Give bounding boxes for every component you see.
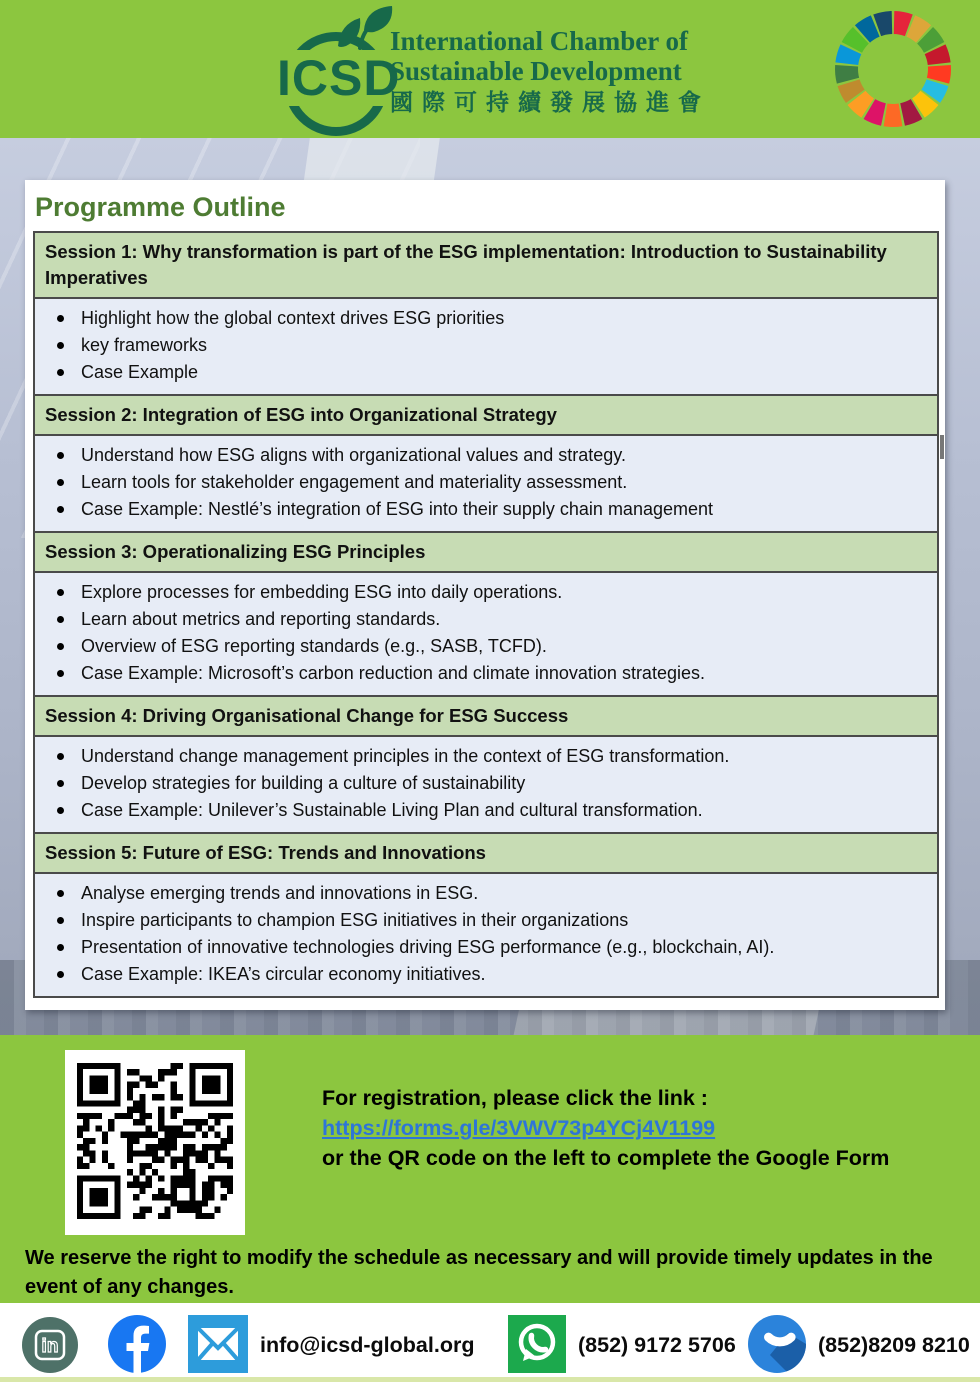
icsd-acronym: ICSD (274, 50, 403, 106)
registration-line2: or the QR code on the left to complete the Google Form (322, 1146, 890, 1170)
session-4-header: Session 4: Driving Organisational Change for ESG Success (35, 695, 937, 735)
bullet-item: Case Example: IKEA’s circular economy initiatives. (45, 961, 923, 988)
bullet-item: Learn tools for stakeholder engagement and materiality assessment. (45, 469, 923, 496)
footer-accent-strip (0, 1377, 980, 1382)
icsd-logo (278, 8, 748, 134)
bullet-item: Case Example: Nestlé’s integration of ESG into their supply chain management (45, 496, 923, 523)
bullet-item: Develop strategies for building a culture of sustainability (45, 770, 923, 797)
bullet-item: Inspire participants to champion ESG initiatives in their organizations (45, 907, 923, 934)
session-3-bullets (35, 571, 937, 695)
bullet-item: key frameworks (45, 332, 923, 359)
linkedin-icon[interactable] (22, 1317, 78, 1373)
registration-line1: For registration, please click the link : (322, 1086, 708, 1110)
session-2-header: Session 2: Integration of ESG into Organizational Strategy (35, 394, 937, 434)
session-3-header: Session 3: Operationalizing ESG Principles (35, 531, 937, 571)
bullet-item: Case Example (45, 359, 923, 386)
whatsapp-number[interactable]: (852) 9172 5706 (578, 1332, 736, 1357)
programme-table (33, 231, 939, 998)
qr-code (65, 1050, 245, 1235)
email-address[interactable]: info@icsd-global.org (260, 1332, 475, 1357)
org-name-line2: Sustainable Development (390, 56, 682, 86)
programme-card (25, 180, 945, 1010)
header-band (0, 0, 980, 138)
bullet-item: Highlight how the global context drives ESG priorities (45, 305, 923, 332)
facebook-icon[interactable] (108, 1315, 166, 1373)
registration-text (322, 1083, 889, 1173)
footer (0, 1303, 980, 1386)
registration-link[interactable]: https://forms.gle/3VWV73p4YCj4V1199 (322, 1116, 716, 1140)
bullet-item: Understand how ESG aligns with organizational values and strategy. (45, 442, 923, 469)
session-5-bullets (35, 872, 937, 996)
scrollbar-thumb[interactable] (940, 435, 944, 459)
org-name (390, 26, 710, 120)
bullet-item: Overview of ESG reporting standards (e.g., SASB, TCFD). (45, 633, 923, 660)
bullet-item: Analyse emerging trends and innovations in ESG. (45, 880, 923, 907)
session-1-header: Session 1: Why transformation is part of the ESG implementation: Introduction to Sustainability Imperatives (35, 233, 937, 297)
phone-number[interactable]: (852)8209 8210 (818, 1332, 970, 1357)
page-title: Programme Outline (35, 192, 286, 222)
svg-text:in: in (41, 1336, 59, 1357)
session-4-bullets (35, 735, 937, 832)
phone-icon[interactable] (748, 1315, 806, 1373)
bullet-item: Explore processes for embedding ESG into daily operations. (45, 579, 923, 606)
bullet-item: Understand change management principles in the context of ESG transformation. (45, 743, 923, 770)
bullet-item: Learn about metrics and reporting standards. (45, 606, 923, 633)
session-5-header: Session 5: Future of ESG: Trends and Innovations (35, 832, 937, 872)
org-name-chinese: 國際可持續發展協進會 (390, 90, 710, 116)
session-1-bullets (35, 297, 937, 394)
bullet-item: Case Example: Microsoft’s carbon reduction and climate innovation strategies. (45, 660, 923, 687)
registration-section (0, 1035, 980, 1303)
session-2-bullets (35, 434, 937, 531)
disclaimer-text: We reserve the right to modify the schedule as necessary and will provide timely updates in the event of any changes. (25, 1247, 933, 1298)
bullet-item: Presentation of innovative technologies driving ESG performance (e.g., blockchain, AI). (45, 934, 923, 961)
sdg-wheel-icon (832, 8, 954, 130)
whatsapp-icon[interactable] (508, 1315, 566, 1373)
bullet-item: Case Example: Unilever’s Sustainable Living Plan and cultural transformation. (45, 797, 923, 824)
org-name-line1: International Chamber of (390, 26, 689, 56)
email-icon[interactable] (188, 1315, 248, 1373)
